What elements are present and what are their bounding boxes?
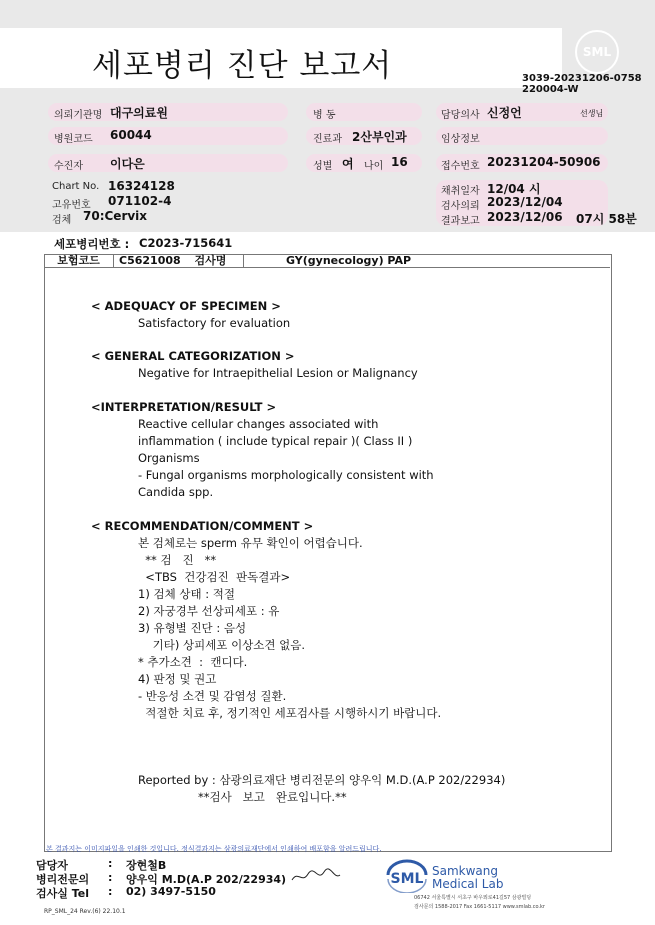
signature-icon	[290, 866, 342, 886]
reported-by: Reported by : 삼광의료재단 병리전문의 양우익 M.D.(A.P 202/22934)	[138, 773, 506, 787]
hospital-code-label: 병원코드	[54, 134, 93, 145]
insurance-value: C5621008	[119, 254, 181, 267]
recommend-line: 3) 유형별 진단 : 음성	[138, 621, 247, 635]
report-id-1: 3039-20231206-0758	[522, 73, 642, 84]
sex-value: 여	[342, 157, 354, 171]
lab-name-2: Medical Lab	[432, 877, 504, 891]
result-time: 07시 58분	[576, 212, 637, 226]
tel-label: 검사실 Tel	[36, 887, 89, 900]
insurance-value-cell	[114, 254, 244, 267]
general-heading: < GENERAL CATEGORIZATION >	[91, 349, 295, 363]
lab-contact: 검사문의 1588-2017 Fax 1661-5117 www.smlab.co.kr	[414, 904, 545, 910]
footer-notice: 본 결과지는 이미지파일을 인쇄한 것입니다. 정식결과지는 삼광의료재단에서 인쇄하여 배포함을 알려드립니다.	[46, 845, 382, 853]
recommend-line: 2) 자궁경부 선상피세포 : 유	[138, 604, 280, 618]
age-value: 16	[391, 155, 408, 169]
form-code: RP_SML_24 Rev.(6) 22.10.1	[44, 908, 126, 915]
receipt-value: 20231204-50906	[487, 155, 601, 169]
report-body-box	[44, 254, 612, 852]
colon: :	[108, 857, 113, 870]
institution-label: 의뢰기관명	[54, 110, 103, 121]
sml-lab-logo-text: SML	[390, 871, 424, 887]
unique-value: 071102-4	[108, 194, 172, 208]
report-complete: **검사 보고 완료입니다.**	[198, 790, 347, 804]
recommend-line: 기타) 상피세포 이상소견 없음.	[138, 638, 306, 652]
recommend-line: * 추가소견 : 캔디다.	[138, 655, 248, 669]
doctor-value: 신정언	[487, 106, 522, 120]
recommendation-heading: < RECOMMENDATION/COMMENT >	[91, 519, 314, 533]
dept-label: 진료과	[313, 134, 342, 145]
request-label: 검사의뢰	[441, 201, 480, 212]
recommend-line: <TBS 건강검진 판독결과>	[138, 570, 291, 584]
recommend-line: - 반응성 소견 및 감염성 질환.	[138, 689, 287, 703]
insurance-label: 보험코드	[44, 254, 114, 267]
result-label: 결과보고	[441, 216, 480, 227]
request-value: 2023/12/04	[487, 195, 563, 209]
doctor-suffix: 선생님	[580, 109, 604, 118]
ward-label: 병 동	[313, 110, 336, 121]
hospital-code-value: 60044	[110, 128, 152, 142]
manager-label: 담당자	[36, 859, 68, 872]
pathologist-label: 병리전문의	[36, 873, 90, 886]
specimen-label: 검체	[52, 215, 72, 226]
interp-line: Reactive cellular changes associated with	[138, 417, 379, 431]
adequacy-text: Satisfactory for evaluation	[138, 316, 291, 330]
adequacy-heading: < ADEQUACY OF SPECIMEN >	[91, 299, 281, 313]
sml-logo-icon: SML	[575, 30, 619, 74]
lab-address: 06742 서울특별시 서초구 바우뫼로41길57 삼광빌딩	[414, 895, 532, 901]
pathologist-value: 양우익 M.D(A.P 202/22934)	[126, 873, 287, 886]
test-value: GY(gynecology) PAP	[286, 254, 412, 267]
specimen-value: 70:Cervix	[83, 209, 148, 223]
report-title: 세포병리 진단 보고서	[92, 48, 393, 84]
recommend-line: 1) 검체 상태 : 적절	[138, 587, 235, 601]
code-row	[44, 254, 610, 268]
cyto-number-label: 세포병리번호 :	[54, 237, 130, 251]
age-label: 나이	[364, 161, 384, 172]
institution-value: 대구의료원	[110, 106, 168, 120]
result-value: 2023/12/06	[487, 210, 563, 224]
lab-name-1: Samkwang	[432, 864, 498, 878]
interp-line: - Fungal organisms morphologically consistent with	[138, 468, 434, 482]
tel-value: 02) 3497-5150	[126, 885, 216, 898]
chart-label: Chart No.	[52, 181, 100, 192]
clinical-label: 임상정보	[441, 134, 480, 145]
test-label: 검사명	[194, 254, 227, 267]
collect-value: 12/04 시	[487, 182, 541, 196]
patient-value: 이다은	[110, 157, 145, 171]
manager-value: 장현철B	[126, 859, 167, 872]
interp-line: Candida spp.	[138, 485, 214, 499]
recommend-line: 본 검체로는 sperm 유무 확인이 어렵습니다.	[138, 536, 363, 550]
sml-lab-logo-icon	[384, 857, 430, 893]
recommend-line: 적절한 치료 후, 정기적인 세포검사를 시행하시기 바랍니다.	[138, 706, 442, 720]
patient-label: 수진자	[54, 161, 83, 172]
recommend-line: 4) 판정 및 권고	[138, 672, 217, 686]
patient-pill	[48, 154, 288, 172]
unique-label: 고유번호	[52, 200, 91, 211]
general-text: Negative for Intraepithelial Lesion or Malignancy	[138, 366, 418, 380]
colon: :	[108, 871, 113, 884]
dept-value: 2산부인과	[352, 130, 407, 144]
receipt-label: 접수번호	[441, 161, 480, 172]
recommend-line: ** 검 진 **	[138, 553, 217, 567]
interpretation-heading: <INTERPRETATION/RESULT >	[91, 400, 277, 414]
cyto-number-value: C2023-715641	[139, 236, 233, 250]
report-id-2: 220004-W	[522, 84, 579, 95]
chart-value: 16324128	[108, 179, 175, 193]
sex-label: 성별	[313, 161, 333, 172]
interp-line: inflammation ( include typical repair )( Class II )	[138, 434, 413, 448]
collect-label: 채취일자	[441, 186, 480, 197]
doctor-label: 담당의사	[441, 110, 480, 121]
colon: :	[108, 885, 113, 898]
interp-line: Organisms	[138, 451, 200, 465]
